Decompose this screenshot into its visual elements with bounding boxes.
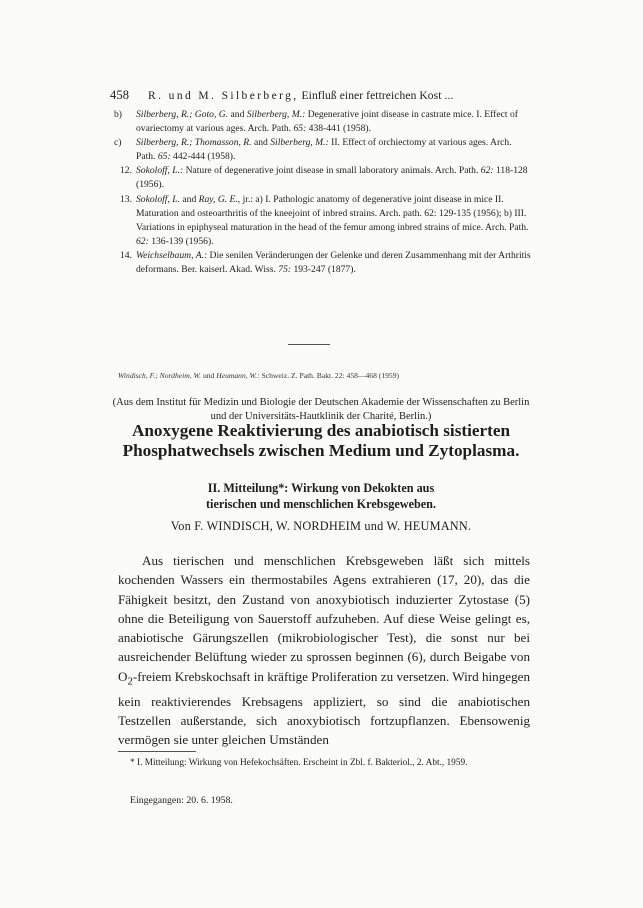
citation-authors-2: Heumann, W.: — [216, 371, 260, 380]
body-paragraph — [118, 551, 530, 750]
reference-authors: Sokoloff, L. — [136, 193, 180, 205]
footnote-text: * I. Mitteilung: Wirkung von Hefekochsäften. Erscheint in Zbl. f. Bakteriol., 2. Abt., 1959. — [130, 758, 468, 768]
reference-text: II. Effect of orchiectomy at various ages. Arch. Path. — [136, 137, 512, 163]
page-number: 458 — [110, 88, 130, 102]
citation-source: Schweiz. Z. Path. Bakt. 22: 458—468 (1959) — [259, 371, 400, 380]
citation-authors: Windisch, F.; Nordheim, W. — [118, 371, 202, 380]
running-header — [110, 88, 530, 103]
reference-pages: 136-139 (1956). — [148, 235, 214, 247]
article-subtitle — [110, 481, 532, 512]
section-divider — [288, 344, 330, 345]
author-byline: Von F. WINDISCH, W. NORDHEIM und W. HEUMANN. — [170, 519, 472, 533]
footnote — [118, 757, 530, 771]
reference-volume: 75: — [278, 264, 292, 276]
reference-volume: 62: — [480, 165, 494, 177]
reference-label: b) — [114, 109, 122, 120]
reference-item — [110, 108, 532, 136]
body-text-part: Aus tierischen und menschlichen Krebsgeweben läßt sich mittels kochenden Wassers ein thermostabiles Agens extrahieren (17, 20), das die Fähigkeit besitzt, den Zustand von anoxybiotisch induzierter Zytostase (5) ohne die Beteiligung von Sauerstoff aufzuheben. Auf diese Weise gelingt es, anabiotische Gärungszellen (mikrobiologischer Test), die sonst nur bei ausreichender Belüftung wieder zu sprossen beginnen (6), durch Beigabe von O — [118, 553, 530, 684]
reference-and: and — [228, 109, 247, 120]
institute-affiliation: (Aus dem Institut für Medizin und Biologie der Deutschen Akademie der Wissenschaften zu Berlin und der Universitäts-Hautklinik der Charité, Berlin.) — [112, 397, 530, 422]
subtitle-line: tierischen und menschlichen Krebsgeweben. — [206, 496, 436, 511]
reference-item — [110, 136, 532, 164]
body-text-part: -freiem Krebskochsaft in kräftige Proliferation zu versetzen. Wird hingegen kein reaktivierendes Krebsagens appliziert, so sind die anabiotischen Testzellen außerstande, sich anoxybiotisch fortzupflanzen. Ebensowenig vermögen sie unter gleichen Umständen — [118, 668, 530, 748]
reference-text: jr.: a) I. Pathologic anatomy of degenerative joint disease in mice II. Maturation and osteoarthritis of the kneejoint of inbred strains. Arch. path. 62: 129-135 (1956); b) III. Variations in epiphyseal maturation in the head of the femur among inbred strains of mice. Arch. Path. — [136, 193, 529, 233]
reference-text: Degenerative joint disease in castrate mice. I. Effect of ovariectomy at various ages. Arch. Path. — [136, 109, 518, 135]
reference-volume: 62: — [136, 235, 149, 247]
subtitle-line: II. Mitteilung*: Wirkung von Dekokten aus — [207, 481, 435, 495]
reference-label: 13. — [120, 193, 132, 205]
reference-authors: Weichselbaum, A.: — [136, 249, 208, 261]
reference-label: 14. — [120, 249, 132, 261]
reference-volume: 65: — [157, 151, 171, 163]
reference-pages: 118-128 (1956). — [136, 165, 528, 191]
received-date: Eingegangen: 20. 6. 1958. — [130, 795, 233, 806]
body-subscript: 2 — [127, 675, 133, 688]
footnote-divider — [118, 751, 196, 752]
reference-text: Die senilen Veränderungen der Gelenke und deren Zusammenhang mit der Arthritis deformans. Ber. kaiserl. Akad. Wiss. — [136, 249, 531, 276]
article-title: Anoxygene Reaktivierung des anabiotisch sistierten Phosphatwechsels zwischen Medium und Zytoplasma. — [122, 421, 520, 460]
reference-and: and — [251, 137, 271, 149]
body-text — [118, 551, 530, 750]
reference-volume: 65: — [293, 123, 307, 135]
reference-pages: 442-444 (1958). — [170, 151, 236, 163]
reference-item — [110, 193, 532, 249]
citation-and: und — [201, 371, 217, 380]
reference-authors-2: Silberberg, M.: — [246, 109, 306, 120]
reference-text: Nature of degenerative joint disease in small laboratory animals. Arch. Path. — [183, 165, 481, 177]
reference-pages: 438-441 (1958). — [306, 123, 372, 135]
reference-authors: Sokoloff, L.: — [136, 165, 184, 177]
reference-and: and — [179, 193, 199, 205]
article-citation — [118, 371, 530, 380]
reference-list — [110, 108, 532, 277]
reference-authors: Silberberg, R.; Thomasson, R. — [136, 137, 252, 149]
reference-label: c) — [114, 137, 122, 149]
running-head-authors: R. und M. Silberberg, — [148, 90, 299, 102]
reference-authors: Silberberg, R.; Goto, G. — [136, 109, 229, 120]
reference-item — [110, 164, 532, 192]
running-head-title: Einfluß einer fettreichen Kost ... — [301, 90, 454, 102]
reference-authors-2: Ray, G. E., — [198, 193, 241, 205]
reference-label: 12. — [120, 165, 132, 177]
reference-authors-2: Silberberg, M.: — [270, 137, 329, 149]
reference-item — [110, 249, 532, 277]
reference-pages: 193-247 (1877). — [291, 264, 356, 276]
